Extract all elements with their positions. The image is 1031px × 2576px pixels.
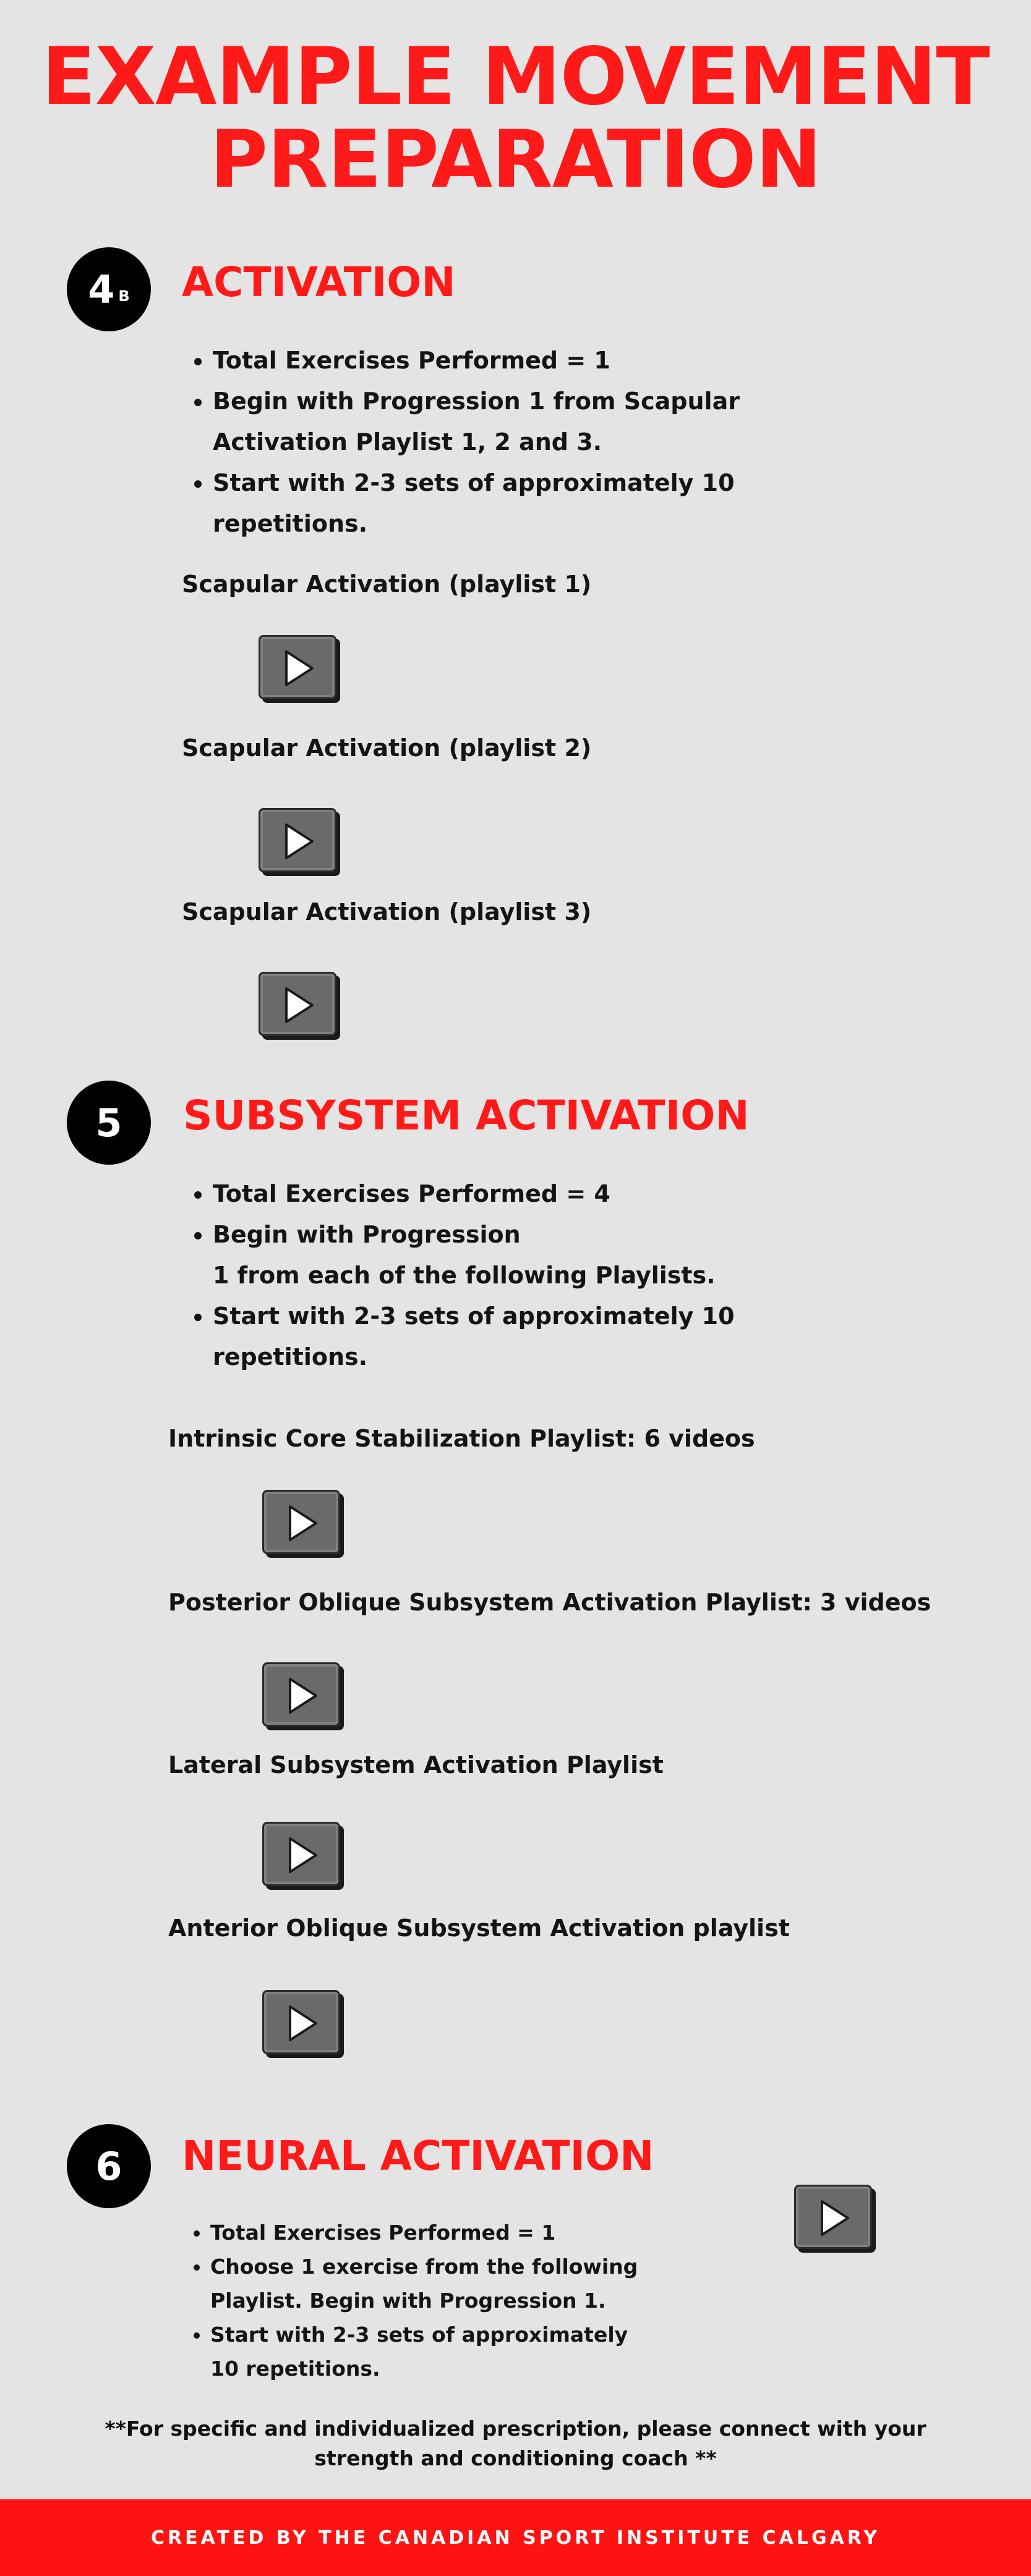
activation-bullet-list <box>189 340 769 544</box>
title-line-2: PREPARATION <box>210 114 821 206</box>
subsystem-bullet-list <box>189 1173 769 1377</box>
footer-credit: CREATED BY THE CANADIAN SPORT INSTITUTE CALGARY <box>151 2527 880 2549</box>
playlist-label: Scapular Activation (playlist 3) <box>182 898 592 925</box>
bullet-item: • Begin with Progression <box>213 1214 769 1255</box>
step-number-badge <box>67 247 151 331</box>
play-button[interactable] <box>262 1822 340 1886</box>
play-button[interactable] <box>262 1490 340 1554</box>
play-icon <box>284 822 315 861</box>
playlist-label: Intrinsic Core Stabilization Playlist: 6 videos <box>168 1425 755 1452</box>
playlist-label: Scapular Activation (playlist 2) <box>182 734 592 762</box>
bullet-item: • Total Exercises Performed = 4 <box>213 1173 769 1214</box>
neural-bullet-list <box>187 2216 643 2386</box>
play-button[interactable] <box>259 972 336 1036</box>
playlist-label: Lateral Subsystem Activation Playlist <box>168 1751 664 1779</box>
playlist-label: Anterior Oblique Subsystem Activation playlist <box>168 1915 790 1942</box>
playlist-label: Posterior Oblique Subsystem Activation Playlist: 3 videos <box>168 1589 931 1616</box>
bullet-item: • Begin with Progression 1 from Scapular Activation Playlist 1, 2 and 3. <box>213 381 769 462</box>
play-button[interactable] <box>259 635 336 699</box>
step-number: 6 <box>95 2143 122 2189</box>
play-icon <box>284 649 315 687</box>
play-button[interactable] <box>259 808 336 872</box>
section-title-neural-activation: NEURAL ACTIVATION <box>182 2132 654 2180</box>
play-icon <box>819 2199 850 2237</box>
step-number-badge <box>67 1081 151 1165</box>
bullet-item: • Total Exercises Performed = 1 <box>213 340 769 381</box>
play-icon <box>288 1836 319 1874</box>
step-number-badge <box>67 2124 151 2208</box>
playlist-label: Scapular Activation (playlist 1) <box>182 571 592 598</box>
footer-banner <box>0 2499 1031 2576</box>
section-title-activation: ACTIVATION <box>182 258 456 306</box>
play-button[interactable] <box>794 2185 872 2249</box>
play-button[interactable] <box>262 1662 340 1727</box>
bullet-continuation: 1 from each of the following Playlists. <box>213 1262 716 1289</box>
bullet-item: • Start with 2-3 sets of approximately 10 repetitions. <box>210 2318 643 2386</box>
play-button[interactable] <box>262 1990 340 2054</box>
step-number-suffix: B <box>118 287 130 305</box>
bullet-item: • Start with 2-3 sets of approximately 10 repetitions. <box>213 1296 769 1377</box>
step-number: 4 <box>88 266 115 312</box>
coach-footnote: **For specific and individualized prescription, please connect with your strength and conditioning coach ** <box>105 2417 926 2470</box>
play-icon <box>288 1677 319 1715</box>
step-number: 5 <box>95 1100 122 1146</box>
play-icon <box>288 1504 319 1542</box>
play-icon <box>284 986 315 1024</box>
page-title <box>0 31 1031 206</box>
bullet-item: • Total Exercises Performed = 1 <box>210 2216 643 2250</box>
play-icon <box>288 2004 319 2043</box>
title-line-1: EXAMPLE MOVEMENT <box>41 31 990 123</box>
section-title-subsystem-activation: SUBSYSTEM ACTIVATION <box>183 1092 750 1139</box>
bullet-item: • Choose 1 exercise from the following Playlist. Begin with Progression 1. <box>210 2250 643 2318</box>
bullet-item: • Start with 2-3 sets of approximately 10 repetitions. <box>213 462 769 544</box>
